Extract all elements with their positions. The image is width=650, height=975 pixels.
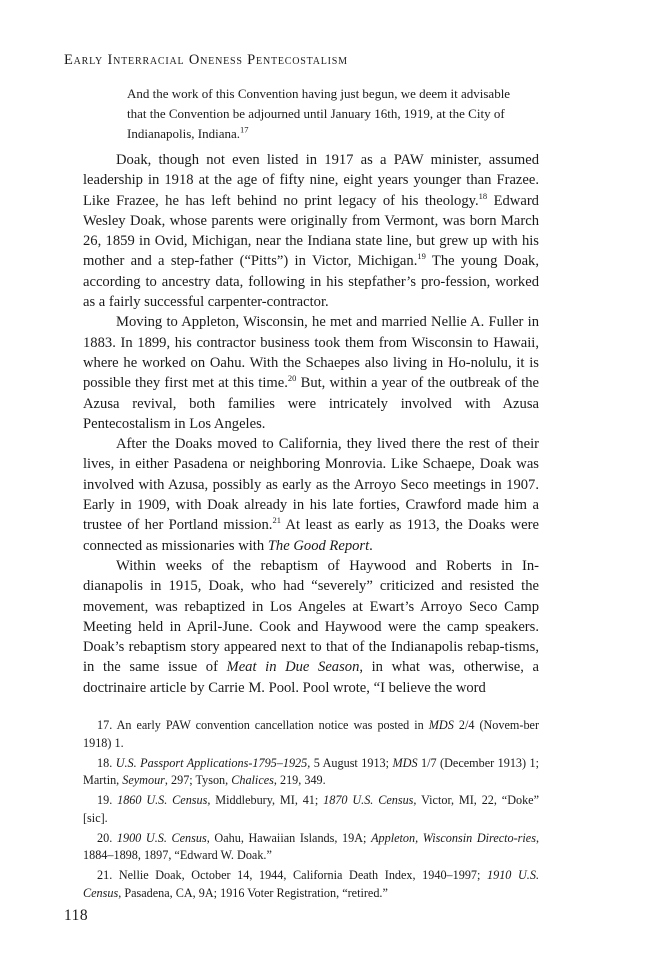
text-run: , Oahu, Hawaiian Islands, 19A; xyxy=(206,830,372,845)
citation-title: 1900 U.S. Census xyxy=(116,830,207,845)
text-run: Middlebury, MI, 41; xyxy=(210,793,324,808)
footnote-number: 18. xyxy=(97,755,113,770)
citation-title: Chalices xyxy=(231,773,274,788)
citation-title: 1860 U.S. Census, xyxy=(117,793,211,808)
paragraph xyxy=(83,556,539,698)
text-run: After the Doaks moved to California, they lived there the rest of their lives, in either Pasadena or neighboring Monrovia. Like Schaepe, Doak was involved with Azusa, possibly as early as the Arroyo Seco meetings in 1907. Early in 1909, with Doak already in his late forties, Crawford made him a trustee of her Portland mission. xyxy=(83,436,539,534)
text-run: Moving to Appleton, Wisconsin, he met and married Nellie A. Fuller in 1883. In 1899, his contractor business took them from Wisconsin to Hawaii, where he worked on Oahu. With the Schaepes also living in Ho-nolulu, it is possible they first met at this time. xyxy=(83,314,539,392)
footnote-ref-17[interactable]: 17 xyxy=(240,124,249,135)
publication-title: The Good Report xyxy=(267,537,370,554)
text-run: An early PAW convention cancellation notice was posted in xyxy=(112,718,429,732)
text-run: , 297; Tyson, xyxy=(164,773,232,788)
citation-title: Seymour xyxy=(122,773,165,788)
paragraph xyxy=(83,312,539,434)
paragraph xyxy=(83,150,539,312)
footnote-ref-21[interactable]: 21 xyxy=(272,515,281,526)
text-run: , in what was, otherwise, a doctrinaire article by Carrie M. Pool. Pool wrote, “I believe the word xyxy=(83,659,539,696)
text-run: But, within a year of the outbreak of the Azusa revival, both families were intricately involved with Azusa Pentecostalism in Los Angeles. xyxy=(83,375,539,432)
page-number: 118 xyxy=(64,907,89,924)
footnote-21 xyxy=(83,867,539,902)
paragraph xyxy=(83,434,539,556)
publication-title: Meat in Due Season xyxy=(226,659,360,676)
text-run: At least as early as 1913, the Doaks were connected as missionaries with xyxy=(83,517,539,554)
footnotes xyxy=(83,717,539,905)
text-run: 1/7 (December 1913) 1; Martin, xyxy=(83,755,539,788)
text-run: . xyxy=(369,537,373,554)
footnote-ref-20[interactable]: 20 xyxy=(287,373,297,384)
footnote-number: 20. xyxy=(97,830,113,845)
text-run: , 219, 349. xyxy=(273,773,326,788)
citation-title: 1870 U.S. Census, xyxy=(323,793,417,808)
footnote-ref-19[interactable]: 19 xyxy=(417,251,426,262)
footnote-number: 17. xyxy=(97,718,113,732)
citation-title: 1910 U.S. Census xyxy=(83,868,539,900)
footnote-17 xyxy=(83,717,539,752)
citation-title: U.S. Passport Applications-1795–1925, xyxy=(115,755,311,770)
text-run: The young Doak, according to ancestry data, following in his stepfather’s pro-fession, worked as a fairly successful carpenter-contractor. xyxy=(83,253,539,311)
body-text xyxy=(83,150,539,698)
footnote-number: 19. xyxy=(97,793,113,808)
text-run: Doak, though not even listed in 1917 as a PAW minister, assumed leadership in 1918 at the age of fifty nine, eight years younger than Frazee. Like Frazee, he has left behind no print legacy of his theology. xyxy=(83,152,539,209)
text-run: Within weeks of the rebaptism of Haywood and Roberts in In-dianapolis in 1915, Doak, who had “severely” criticized and resisted the movement, was rebaptized in Los Angeles at Ewart’s Arroyo Seco Camp Meeting held in April-June. Cook and Haywood were the camp speakers. Doak’s rebaptism story appeared next to that of the Indianapolis rebap-tisms, in the same issue of xyxy=(83,557,539,676)
text-run: Nellie Doak, October 14, 1944, California Death Index, 1940–1997; xyxy=(112,868,488,883)
citation-title: MDS xyxy=(392,755,418,770)
footnote-19 xyxy=(83,792,539,827)
block-quote xyxy=(127,84,527,144)
text-run: Edward Wesley Doak, whose parents were originally from Vermont, was born March 26, 1859 in Ovid, Michigan, near the Indiana state line, but grew up with his mother and a step-father (“Pitts”) in Victor, Michigan. xyxy=(83,192,539,270)
text-run: Victor, MI, 22, “Doke” [sic]. xyxy=(83,793,540,825)
footnote-18 xyxy=(83,755,539,790)
footnote-number: 21. xyxy=(97,868,113,883)
footnote-20 xyxy=(83,830,539,865)
text-run: , 1884–1898, 1897, “Edward W. Doak.” xyxy=(83,830,539,863)
text-run: 2/4 (Novem-ber 1918) 1. xyxy=(83,718,540,750)
citation-title: MDS xyxy=(428,718,454,732)
block-quote-text: And the work of this Convention having just begun, we deem it advisable that the Convention be adjourned until January 16th, 1919, at the City of Indianapolis, Indiana. xyxy=(127,86,511,141)
text-run: , Pasadena, CA, 9A; 1916 Voter Registration, “retired.” xyxy=(118,885,388,900)
footnote-ref-18[interactable]: 18 xyxy=(478,190,488,201)
running-header: Early Interracial Oneness Pentecostalism xyxy=(64,52,348,68)
citation-title: Appleton, Wisconsin Directo-ries xyxy=(371,830,536,845)
text-run: 5 August 1913; xyxy=(310,755,393,770)
